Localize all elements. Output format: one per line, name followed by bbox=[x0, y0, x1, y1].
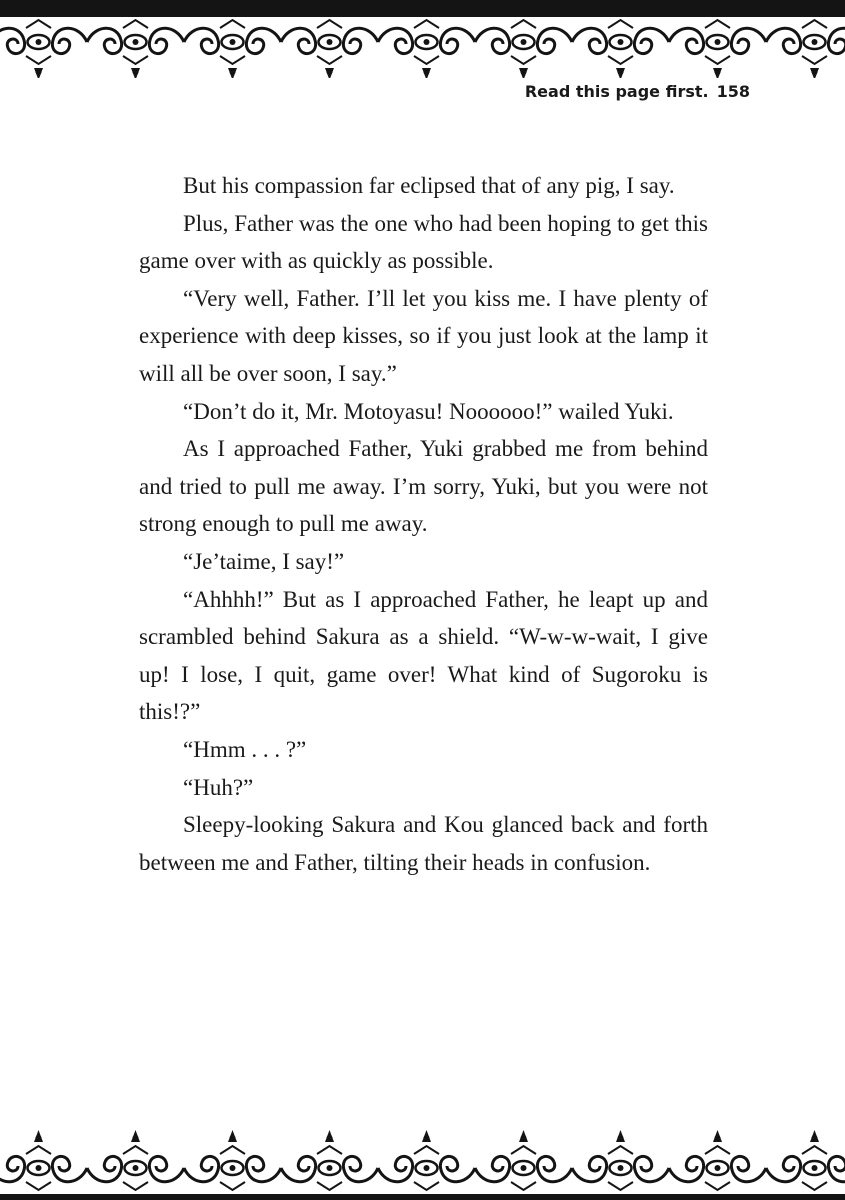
paragraph: “Ahhhh!” But as I approached Father, he leapt up and scrambled behind Sakura as a shield. “W-w-w-wait, I give up! I lose, I quit, game over! What kind of Sugoroku is this!?” bbox=[139, 586, 708, 725]
paragraph: “Je’taime, I say!” bbox=[183, 548, 345, 574]
top-edge-bar bbox=[0, 0, 845, 12]
paragraph: “Huh?” bbox=[183, 774, 254, 800]
paragraph: As I approached Father, Yuki grabbed me from behind and tried to pull me away. I’m sorry, Yuki, but you were not strong enough to pull me away. bbox=[139, 436, 708, 537]
bottom-ornamental-border bbox=[0, 1128, 845, 1200]
header-title: Read this page first. bbox=[524, 82, 709, 101]
paragraph: But his compassion far eclipsed that of any pig, I say. bbox=[183, 173, 675, 198]
paragraph: “Don’t do it, Mr. Motoyasu! Noooooo!” wailed Yuki. bbox=[183, 398, 674, 424]
paragraph: Plus, Father was the one who had been hoping to get this game over with as quickly as possible. bbox=[139, 210, 708, 274]
paragraph: “Very well, Father. I’ll let you kiss me. I have plenty of experience with deep kisses, so if you just look at the lamp it will all be over soon, I say.” bbox=[139, 285, 708, 386]
paragraph: “Hmm . . . ?” bbox=[183, 736, 307, 762]
top-ornamental-border bbox=[0, 12, 845, 78]
paragraph: Sleepy-looking Sakura and Kou glanced back and forth between me and Father, tilting their heads in confusion. bbox=[139, 812, 708, 875]
page-number: 158 bbox=[716, 82, 750, 101]
page-header bbox=[525, 82, 750, 101]
body-text bbox=[139, 167, 708, 881]
